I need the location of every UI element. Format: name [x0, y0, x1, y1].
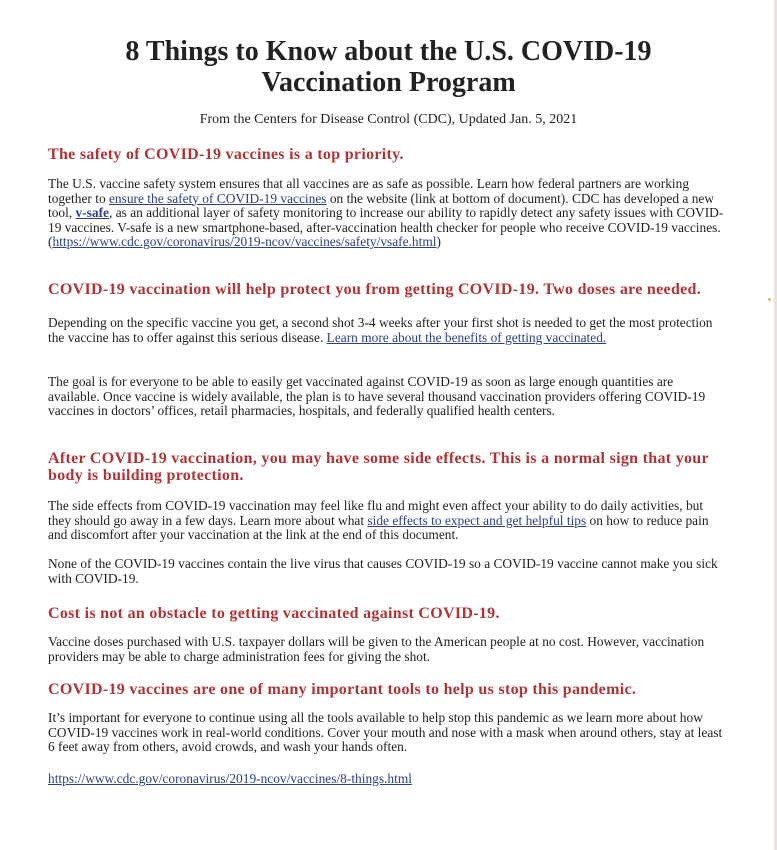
section-paragraph-safety — [48, 177, 728, 250]
text-run: The side effects from COVID-19 vaccination may feel like flu and might even affect your ability to do daily activities, but they should go away in a few days. Learn more about what — [48, 498, 704, 528]
title-line-1: 8 Things to Know about the U.S. COVID-19 — [125, 36, 652, 67]
link-vsafe-url[interactable]: https://www.cdc.gov/coronavirus/2019-ncov/vaccines/safety/vsafe.html — [52, 234, 437, 250]
source-subtitle: From the Centers for Disease Control (CDC), Updated Jan. 5, 2021 — [199, 112, 578, 127]
link-8-things-url[interactable]: https://www.cdc.gov/coronavirus/2019-ncov/vaccines/8-things.html — [48, 771, 412, 786]
link-side-effects[interactable]: side effects to expect and get helpful tips — [367, 512, 587, 528]
text-run: on how to reduce pain and discomfort after your vaccination at the link at the end of this document. — [48, 512, 709, 543]
section-paragraph-tools: It’s important for everyone to continue using all the tools available to help stop this pandemic as we learn more about how COVID-19 vaccines work in real-world conditions. Cover your mouth and nose with a mask when around others, stay at least 6 feet away from others, avoid crowds, and wash your hands often. — [48, 710, 723, 755]
section-heading-two-doses: COVID-19 vaccination will help protect you from getting COVID-19. Two doses are needed. — [48, 281, 702, 298]
section-heading-safety: The safety of COVID-19 vaccines is a top priority. — [48, 146, 404, 163]
section-paragraph-live-virus: None of the COVID-19 vaccines contain the live virus that causes COVID-19 so a COVID-19 vaccine cannot make you sick with COVID-19. — [48, 556, 718, 586]
text-run: Depending on the specific vaccine you get, a second shot 3-4 weeks after your first shot is needed to get the most protection the vaccine has to offer against this serious disease. — [48, 315, 713, 345]
link-vaccine-safety[interactable]: ensure the safety of COVID-19 vaccines — [108, 190, 327, 206]
title-line-2: Vaccination Program — [261, 67, 516, 98]
text-run: The U.S. vaccine safety system ensures that all vaccines are as safe as possible. Learn how federal partners are working together to — [48, 176, 690, 206]
text-run: , as an additional layer of safety monitoring to increase our ability to rapidly detect any safety issues with COVID-19 vaccines. V-safe is a new smartphone-based, after-vaccination health checker for people who receive COVID-19 vaccines. ( — [48, 205, 724, 250]
text-run: ) — [436, 234, 441, 250]
section-paragraph-cost: Vaccine doses purchased with U.S. taxpayer dollars will be given to the American people at no cost. However, vaccination providers may be able to charge administration fees for giving the shot. — [48, 634, 705, 664]
section-paragraph-two-doses — [48, 316, 728, 345]
section-paragraph-availability: The goal is for everyone to be able to easily get vaccinated against COVID-19 as soon as large enough quantities are available. Once vaccine is widely available, the plan is to have several thousand vaccination providers offering COVID-19 vaccines in doctors’ offices, retail pharmacies, hospitals, and federally qualified health centers. — [48, 374, 706, 419]
section-paragraph-side-effects — [48, 499, 728, 543]
footer-link-row — [48, 772, 728, 787]
section-heading-side-effects: After COVID-19 vaccination, you may have some side effects. This is a normal sign that your body is building protection. — [48, 450, 709, 484]
link-benefits[interactable]: Learn more about the benefits of getting vaccinated. — [326, 329, 607, 345]
text-run: on the website (link at bottom of document). CDC has developed a new tool, — [48, 190, 715, 221]
section-heading-cost: Cost is not an obstacle to getting vaccinated against COVID-19. — [48, 605, 500, 622]
section-heading-tools: COVID-19 vaccines are one of many important tools to help us stop this pandemic. — [48, 681, 637, 698]
page-title — [60, 36, 717, 98]
scan-speck — [768, 298, 771, 301]
link-v-safe[interactable]: v-safe — [75, 205, 109, 221]
